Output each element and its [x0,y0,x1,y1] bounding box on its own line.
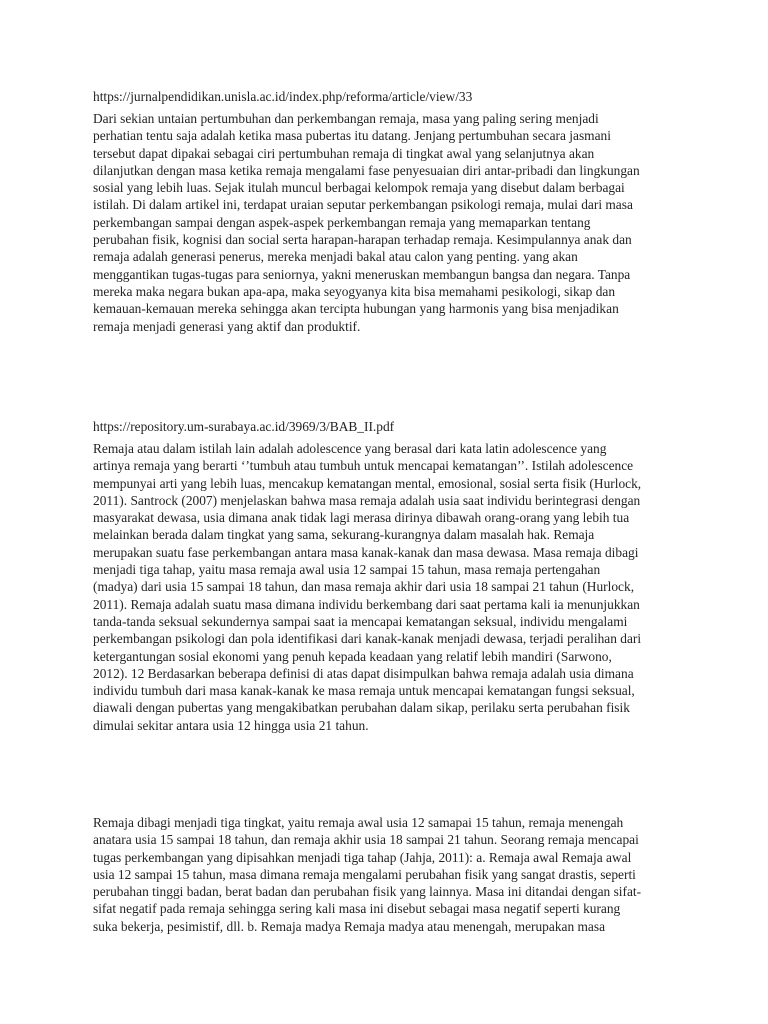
text-line: individu tumbuh dari masa kanak-kanak ke masa remaja untuk mencapai kematangan fungsi seksual, [93,683,635,699]
text-line: remaja menjadi generasi yang aktif dan produktif. [93,318,361,334]
text-line: perkembangan sampai dengan aspek-aspek perkembangan remaja yang memaparkan tentang [93,214,591,230]
source-url-1[interactable]: https://jurnalpendidikan.unisla.ac.id/index.php/reforma/article/view/33 [93,89,473,104]
text-line: Remaja dibagi menjadi tiga tingkat, yaitu remaja awal usia 12 samapai 15 tahun, remaja menengah [93,815,624,830]
text-line: perubahan fisik, kognisi dan social serta harapan-harapan terhadap remaja. Kesimpulannya anak dan [93,232,632,248]
paragraph-2 [93,440,683,734]
text-line: tersebut dapat dipakai sebagai ciri pertumbuhan remaja di tingkat awal yang selanjutnya akan [93,145,595,161]
text-line: melainkan berada dalam tingkat yang sama, sekurang-kurangnya dalam masalah hak. Remaja [93,527,595,543]
text-line: 2011). Remaja adalah suatu masa dimana individu berkembang dari saat pertama kali ia menunjukkan [93,596,640,612]
text-line: dimulai sekitar antara usia 12 hingga usia 21 tahun. [93,717,369,733]
text-line: merupakan suatu fase perkembangan antara masa kanak-kanak dan masa dewasa. Masa remaja dibagi [93,544,639,560]
text-line: kemauan-kemauan mereka sehingga akan tercipta hubungan yang harmonis yang bisa menjadikan [93,301,619,317]
source-url-2[interactable]: https://repository.um-surabaya.ac.id/3969/3/BAB_II.pdf [93,419,395,434]
text-line: perkembangan psikologi dan pola identifikasi dari kanak-kanak menjadi dewasa, terjadi peralihan dari [93,631,642,647]
paragraph-1 [93,110,683,335]
text-line: usia 12 sampai 15 tahun, masa dimana remaja mengalami perubahan fisik yang sangat drastis, seperti [93,866,636,882]
text-line: menjadi tiga tahap, yaitu masa remaja awal usia 12 sampai 15 tahun, masa remaja pertengahan [93,562,601,578]
text-line: (madya) dari usia 15 sampai 18 tahun, dan masa remaja akhir dari usia 18 sampai 21 tahun (Hurlock, [93,579,635,595]
paragraph-3 [93,814,683,935]
text-line: perubahan tinggi badan, berat badan dan perubahan fisik yang lainnya. Masa ini ditandai dengan sifat- [93,884,642,900]
text-line: artinya remaja yang berarti ‘’tumbuh atau tumbuh untuk mencapai kematangan’’. Istilah adolescence [93,458,634,474]
text-line: diawali dengan pubertas yang mengakibatkan perubahan dalam sikap, perilaku serta perubahan fisik [93,700,630,716]
text-line: dilanjutkan dengan masa ketika remaja mengalami fase penyesuaian diri antar-pribadi dan lingkungan [93,162,640,178]
text-line: istilah. Di dalam artikel ini, terdapat uraian seputar perkembangan psikologi remaja, mulai dari masa [93,197,633,213]
text-line: sifat negatif pada remaja sehingga sering kali masa ini disebut sebagai masa negatif seperti kurang [93,901,621,917]
text-line: menggantikan tugas-tugas para seniornya, yakni meneruskan membangun bangsa dan negara. Tanpa [93,266,631,282]
text-line: mereka maka negara bukan apa-apa, maka seyogyanya kita bisa memahami pesikologi, sikap dan [93,283,616,299]
text-line: remaja adalah generasi penerus, mereka menjadi bakal atau calon yang penting. yang akan [93,249,578,265]
text-line: tugas perkembangan yang dipisahkan menjadi tiga tahap (Jahja, 2011): a. Remaja awal Remaja awal [93,849,632,865]
text-line: anatara usia 15 sampai 18 tahun, dan remaja akhir usia 18 sampai 21 tahun. Seorang remaja mencapai [93,832,639,848]
text-line: Dari sekian untaian pertumbuhan dan perkembangan remaja, masa yang paling sering menjadi [93,111,599,126]
text-line: suka bekerja, pesimistif, dll. b. Remaja madya Remaja madya atau menengah, merupakan masa [93,918,606,934]
text-line: ketergantungan sosial ekonomi yang penuh kepada keadaan yang relatif lebih mandiri (Sarwono, [93,648,612,664]
text-line: perhatian tentu saja adalah ketika masa pubertas itu datang. Jenjang pertumbuhan secara jasmani [93,128,611,144]
text-line: mempunyai arti yang lebih luas, mencakup kematangan mental, emosional, sosial serta fisik (Hurlock, [93,475,642,491]
text-line: sosial yang lebih luas. Sejak itulah muncul berbagai kelompok remaja yang disebut dalam berbagai [93,180,625,196]
text-line: tanda-tanda seksual sekundernya sampai saat ia mencapai kematangan seksual, individu mengalami [93,613,628,629]
text-line: 2012). 12 Berdasarkan beberapa definisi di atas dapat disimpulkan bahwa remaja adalah usia dimana [93,665,634,681]
text-line: Remaja atau dalam istilah lain adalah adolescence yang berasal dari kata latin adolescence yang [93,441,607,456]
text-line: 2011). Santrock (2007) menjelaskan bahwa masa remaja adalah usia saat individu berintegrasi dengan [93,492,641,508]
text-line: masyarakat dewasa, usia dimana anak tidak lagi merasa dirinya dibawah orang-orang yang lebih tua [93,510,630,526]
